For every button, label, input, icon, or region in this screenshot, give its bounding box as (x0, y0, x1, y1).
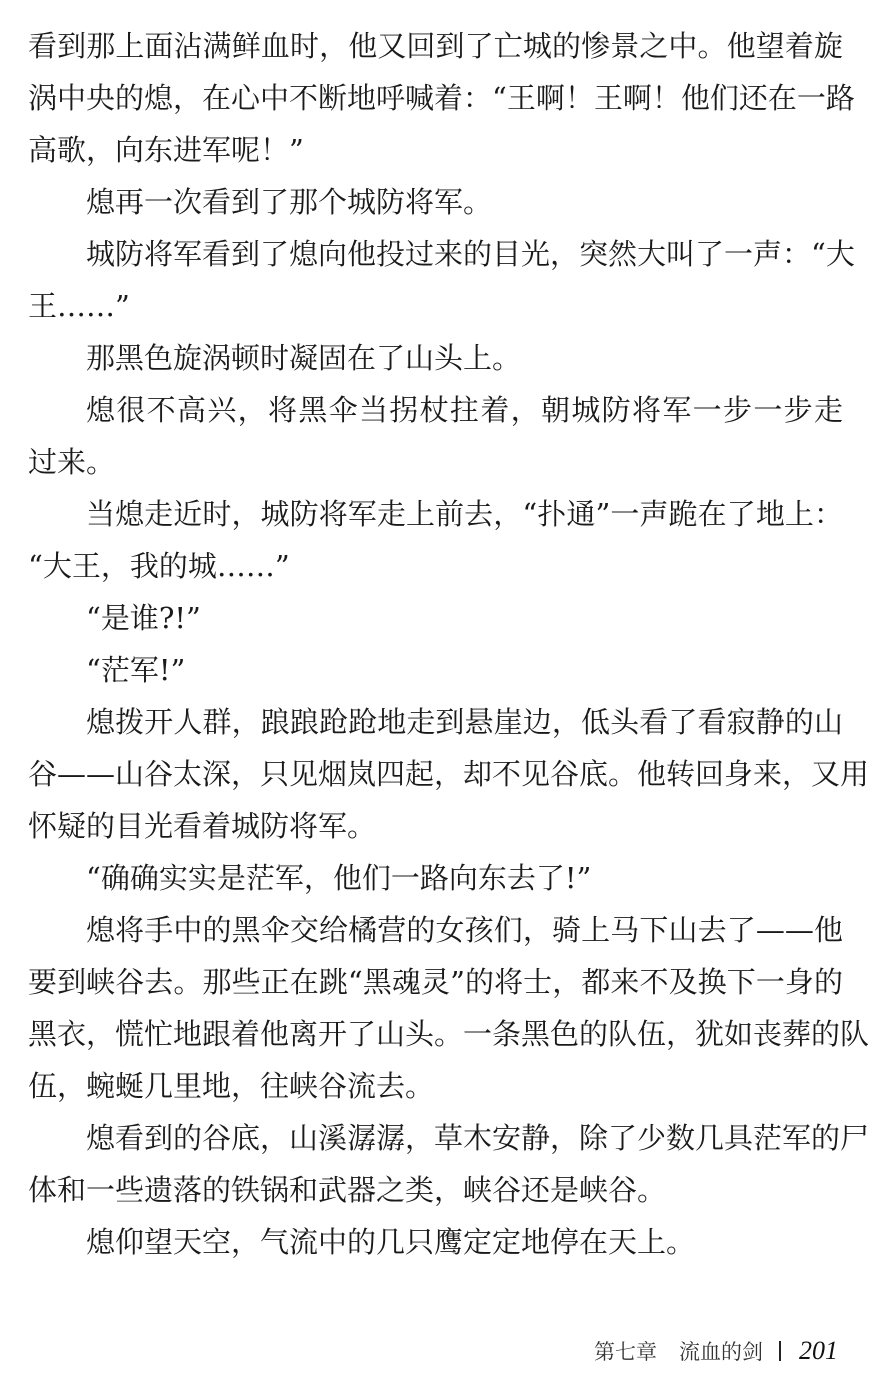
chapter-label: 第七章 (594, 1340, 657, 1364)
text-line: 熄仰望天空，气流中的几只鹰定定地停在天上。 (86, 1225, 696, 1259)
paragraph (28, 852, 843, 904)
text-line: 体和一些遗落的铁锅和武器之类，峡谷还是峡谷。 (28, 1173, 667, 1207)
paragraph (28, 488, 843, 592)
text-line: 那黑色旋涡顿时凝固在了山头上。 (86, 341, 522, 375)
text-line: 黑衣，慌忙地跟着他离开了山头。一条黑色的队伍，犹如丧葬的队 (28, 1017, 870, 1051)
text-line: 熄看到的谷底，山溪潺潺，草木安静，除了少数几具茫军的尸 (86, 1121, 870, 1155)
paragraph (28, 696, 870, 852)
text-line: 涡中央的熄，在心中不断地呼喊着：“王啊！王啊！他们还在一路 (28, 81, 855, 115)
text-line: 王……” (28, 289, 130, 323)
paragraph (28, 384, 843, 488)
text-line: “确确实实是茫军，他们一路向东去了!” (86, 861, 592, 895)
text-line: 谷——山谷太深，只见烟岚四起，却不见谷底。他转回身来，又用 (28, 757, 870, 791)
text-line: 过来。 (28, 445, 116, 479)
chapter-title: 流血的剑 (679, 1340, 763, 1364)
text-line: 城防将军看到了熄向他投过来的目光，突然大叫了一声：“大 (86, 237, 855, 271)
paragraph (28, 20, 855, 176)
text-line: “茫军!” (86, 653, 186, 687)
text-line: “是谁?!” (86, 601, 201, 635)
paragraph (28, 1112, 870, 1216)
paragraph (28, 176, 843, 228)
text-line: 熄将手中的黑伞交给橘营的女孩们，骑上马下山去了——他 (86, 913, 843, 947)
text-line: 熄再一次看到了那个城防将军。 (86, 185, 493, 219)
text-line: 怀疑的目光看着城防将军。 (28, 809, 377, 843)
text-line: 要到峡谷去。那些正在跳“黑魂灵”的将士，都来不及换下一身的 (28, 965, 843, 999)
paragraph (28, 592, 843, 644)
paragraph (28, 644, 843, 696)
text-line: 熄很不高兴，将黑伞当拐杖拄着，朝城防将军一步一步走 (86, 393, 843, 427)
paragraph (28, 904, 870, 1112)
text-line: “大王，我的城……” (28, 549, 290, 583)
footer-divider (779, 1341, 781, 1361)
text-line: 高歌，向东进军呢！” (28, 133, 304, 167)
page-footer (594, 1333, 838, 1369)
paragraph (28, 228, 855, 332)
paragraph (28, 332, 843, 384)
text-line: 当熄走近时，城防将军走上前去，“扑通”一声跪在了地上： (86, 497, 843, 531)
paragraph (28, 1216, 843, 1268)
text-line: 熄拨开人群，踉踉跄跄地走到悬崖边，低头看了看寂静的山 (86, 705, 843, 739)
text-line: 看到那上面沾满鲜血时，他又回到了亡城的惨景之中。他望着旋 (28, 29, 843, 63)
text-line: 伍，蜿蜒几里地，往峡谷流去。 (28, 1069, 435, 1103)
page-number: 201 (799, 1336, 838, 1365)
body-text (28, 20, 870, 1268)
